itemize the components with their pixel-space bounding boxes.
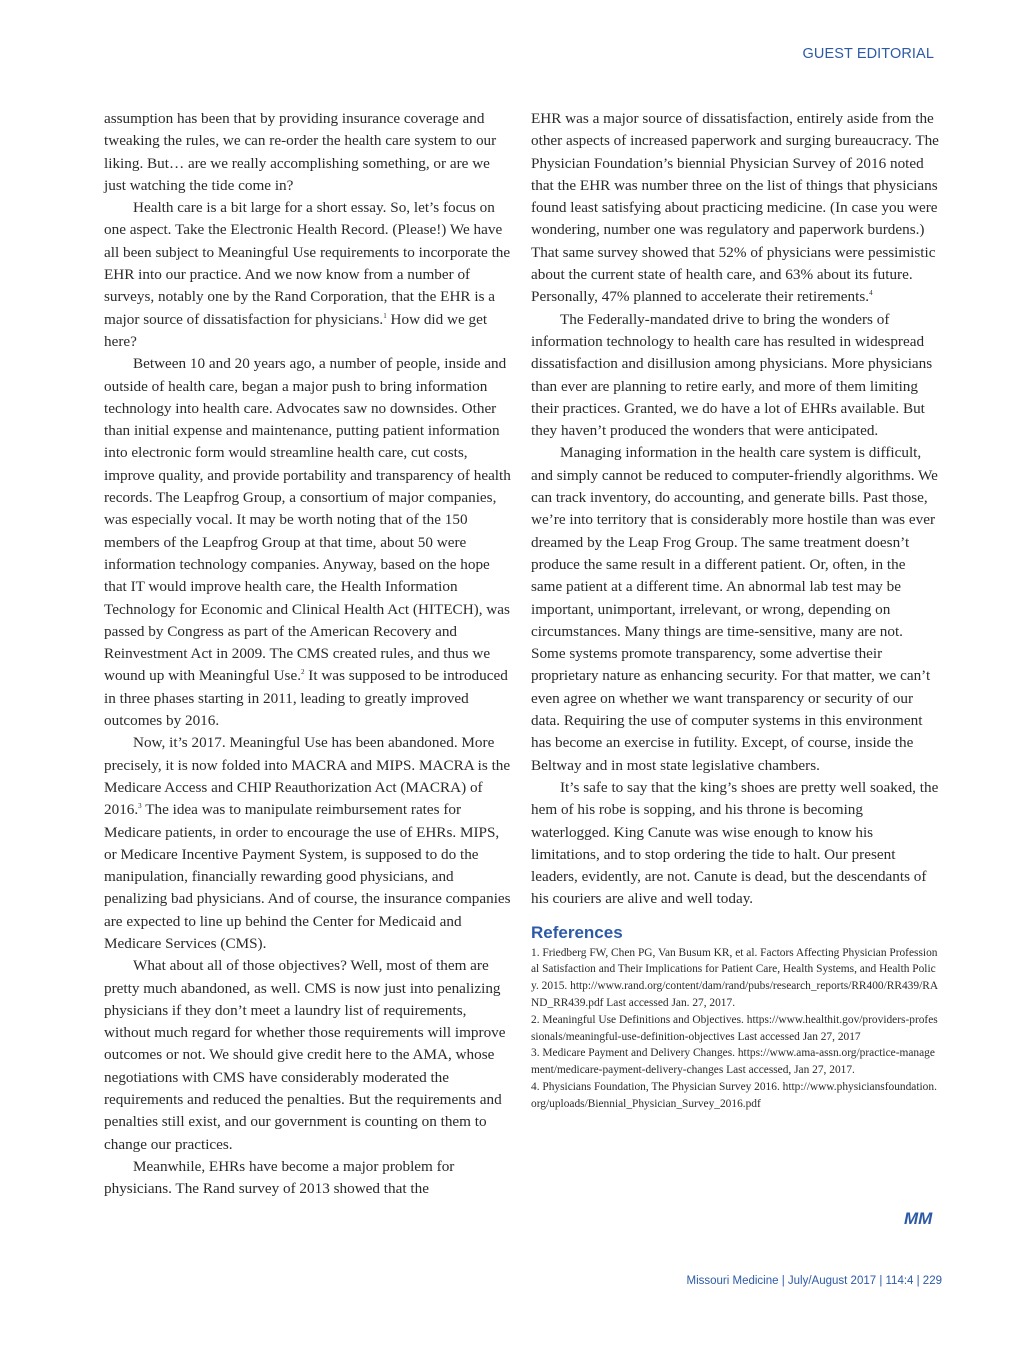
section-header: GUEST EDITORIAL: [802, 46, 934, 62]
paragraph: Between 10 and 20 years ago, a number of people, inside and outside of health care, began a major push to bring information technology into health care. Advocates saw no downsides. Other than initial expense and maintenance, putting patient information into electronic form would streamline health care, cut costs, improve quality, and provide portability and transparency of health records. The Leapfrog Group, a consortium of major companies, was especially vocal. It may be worth noting that of the 150 members of the Leapfrog Group at that time, about 50 were information technology companies. Anyway, based on the hope that IT would improve health care, the Health Information Technology for Economic and Clinical Health Act (HITECH), was passed by Congress as part of the American Recovery and Reinvestment Act in 2009. The CMS created rules, and thus we wound up with Meaningful Use.$^2$ It was supposed to be introduced in three phases starting in 2011, leading to greatly improved outcomes by 2016.: [104, 355, 511, 730]
left-column: [104, 108, 512, 1201]
reference-item: 1. Friedberg FW, Chen PG, Van Busum KR, et al. Factors Affecting Physician Professional Satisfaction and Their Implications for Patient Care, Health Systems, and Health Policy. 2015. http://www.rand.org/content/dam/rand/pubs/research_reports/RR400/RR439/RAND_RR439.pdf Last accessed Jan. 27, 2017.: [531, 946, 939, 1010]
paragraph: It’s safe to say that the king’s shoes are pretty well soaked, the hem of his robe is sopping, and his throne is becoming waterlogged. King Canute was wise enough to know his limitations, and to stop ordering the tide to halt. Our present leaders, evidently, are not. Canute is dead, but the descendants of his couriers are alive and well today.: [531, 778, 939, 908]
paragraph: Now, it’s 2017. Meaningful Use has been abandoned. More precisely, it is now folded into MACRA and MIPS. MACRA is the Medicare Access and CHIP Reauthorization Act (MACRA) of 2016.$^3$ The idea was to manipulate reimbursement rates for Medicare patients, in order to encourage the use of EHRs. MIPS, or Medicare Incentive Payment System, is supposed to do the manipulation, financially rewarding good physicians, and penalizing bad physicians. And of course, the insurance companies are expected to line up behind the Center for Medicaid and Medicare Services (CMS).: [104, 734, 511, 952]
citation-superscript: 2: [301, 668, 305, 677]
page-footer: Missouri Medicine | July/August 2017 | 114:4 | 229: [686, 1275, 942, 1287]
paragraph: Managing information in the health care system is difficult, and simply cannot be reduced to computer-friendly algorithms. We can track inventory, do accounting, and generate bills. Past those, we’re into territory that is considerably more hostile than was ever dreamed by the Leap Frog Group. The same treatment doesn’t produce the same result in a different patient. Or, often, in the same patient at a different time. An abnormal lab test may be important, unimportant, irrelevant, or wrong, depending on circumstances. Many things are time-sensitive, many are not. Some systems promote transparency, some advertise their proprietary nature as enhancing security. For that matter, we can’t even agree on whether we want transparency or security of our data. Requiring the use of computer systems in this environment has become an exercise in futility. Except, of course, inside the Beltway and in most state legislative chambers.: [531, 444, 938, 774]
paragraph: EHR was a major source of dissatisfaction, entirely aside from the other aspects of increased paperwork and surging bureaucracy. The Physician Foundation’s biennial Physician Survey of 2016 noted that the EHR was number three on the list of things that physicians found least satisfying about practicing medicine. (In case you were wondering, number one was regulatory and paperwork burdens.) That same survey showed that 52% of physicians were pessimistic about the current state of health care, and 63% about its future. Personally, 47% planned to accelerate their retirements.$^4$: [531, 110, 939, 306]
paragraph: The Federally-mandated drive to bring the wonders of information technology to health care has resulted in widespread dissatisfaction and disillusion among physicians. More physicians than ever are planning to retire early, and more of them limiting their practices. Granted, we do have a lot of EHRs available. But they haven’t produced the wonders that were anticipated.: [531, 310, 933, 440]
citation-superscript: 4: [869, 289, 873, 298]
references-heading: References: [531, 922, 623, 942]
paragraph: assumption has been that by providing insurance coverage and tweaking the rules, we can re-order the health care system to our liking. But… are we really accomplishing something, or are we just watching the tide come in?: [104, 110, 497, 194]
right-column: [531, 108, 939, 1113]
paragraph: Meanwhile, EHRs have become a major problem for physicians. The Rand survey of 2013 showed that the: [104, 1157, 455, 1198]
paragraph: What about all of those objectives? Well, most of them are pretty much abandoned, as well. CMS is now just into penalizing physicians if they don’t meet a laundry list of requirements, without much regard for whether those requirements will improve outcomes or not. We should give credit here to the AMA, whose negotiations with CMS have considerably moderated the requirements and reduced the penalties. But the requirements and penalties still exist, and our government is counting on them to change our practices.: [104, 957, 506, 1153]
references-list: [531, 945, 939, 1113]
paragraph: Health care is a bit large for a short essay. So, let’s focus on one aspect. Take the Electronic Health Record. (Please!) We have all been subject to Meaningful Use requirements to incorporate the EHR into our practice. And we now know from a number of surveys, notably one by the Rand Corporation, that the EHR is a major source of dissatisfaction for physicians.$^1$ How did we get here?: [104, 199, 511, 350]
citation-superscript: 3: [138, 802, 142, 811]
reference-item: 3. Medicare Payment and Delivery Changes. https://www.ama-assn.org/practice-management/medicare-payment-delivery-changes Last accessed, Jan 27, 2017.: [531, 1047, 935, 1077]
citation-superscript: 1: [383, 311, 387, 320]
end-mark-logo: MM: [904, 1209, 933, 1228]
reference-item: 2. Meaningful Use Definitions and Objectives. https://www.healthit.gov/providers-professionals/meaningful-use-definition-objectives Last accessed Jan 27, 2017: [531, 1013, 938, 1043]
reference-item: 4. Physicians Foundation, The Physician Survey 2016. http://www.physiciansfoundation.org/uploads/Biennial_Physician_Survey_2016.pdf: [531, 1081, 937, 1110]
